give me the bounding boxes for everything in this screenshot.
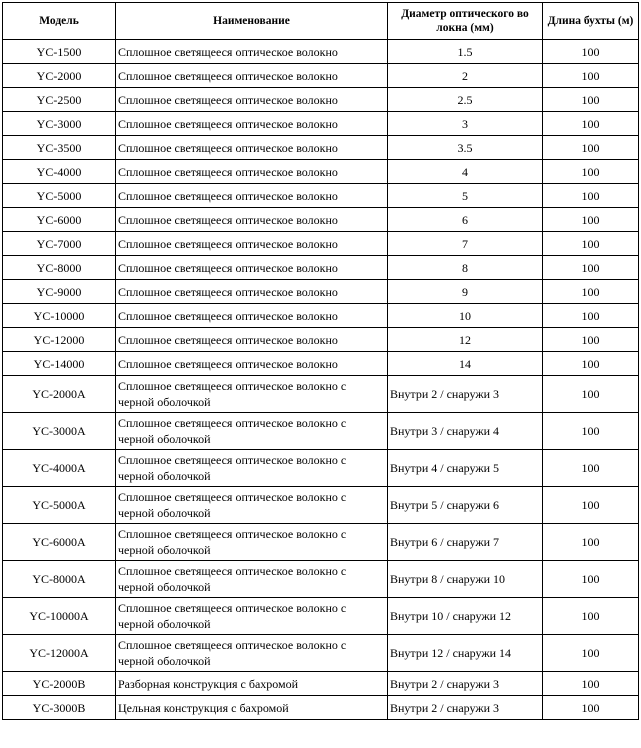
table-row [3, 672, 639, 696]
length-cell: 100 [543, 136, 639, 160]
diameter-cell: Внутри 3 / снаружи 4 [388, 413, 543, 450]
diameter-cell: 1.5 [388, 40, 543, 64]
length-cell: 100 [543, 328, 639, 352]
table-row [3, 208, 639, 232]
table-row [3, 232, 639, 256]
diameter-cell: Внутри 2 / снаружи 3 [388, 376, 543, 413]
length-cell: 100 [543, 352, 639, 376]
table-row [3, 112, 639, 136]
table-header [3, 3, 639, 40]
model-cell: YC-9000 [3, 280, 116, 304]
name-cell: Сплошное светящееся оптическое волокно [116, 112, 388, 136]
length-cell: 100 [543, 304, 639, 328]
diameter-cell: 3 [388, 112, 543, 136]
table-row [3, 598, 639, 635]
model-cell: YC-2000 [3, 64, 116, 88]
diameter-cell: Внутри 2 / снаружи 3 [388, 696, 543, 720]
diameter-cell: 3.5 [388, 136, 543, 160]
name-cell: Разборная конструкция с бахромой [116, 672, 388, 696]
table-row [3, 696, 639, 720]
name-cell: Сплошное светящееся оптическое волокно [116, 64, 388, 88]
model-cell: YC-14000 [3, 352, 116, 376]
name-cell: Сплошное светящееся оптическое волокно [116, 88, 388, 112]
diameter-cell: Внутри 2 / снаружи 3 [388, 672, 543, 696]
model-cell: YC-2000A [3, 376, 116, 413]
length-cell: 100 [543, 672, 639, 696]
name-cell: Сплошное светящееся оптическое волокно [116, 232, 388, 256]
diameter-cell: 2.5 [388, 88, 543, 112]
name-cell: Сплошное светящееся оптическое волокно с черной оболочкой [116, 561, 388, 598]
model-cell: YC-7000 [3, 232, 116, 256]
table-row [3, 40, 639, 64]
table-row [3, 136, 639, 160]
length-cell: 100 [543, 88, 639, 112]
length-cell: 100 [543, 561, 639, 598]
table-row [3, 413, 639, 450]
length-cell: 100 [543, 598, 639, 635]
model-cell: YC-3500 [3, 136, 116, 160]
model-cell: YC-10000 [3, 304, 116, 328]
diameter-cell: 8 [388, 256, 543, 280]
length-cell: 100 [543, 696, 639, 720]
name-cell: Сплошное светящееся оптическое волокно с черной оболочкой [116, 598, 388, 635]
diameter-cell: Внутри 12 / снаружи 14 [388, 635, 543, 672]
table-row [3, 256, 639, 280]
name-cell: Сплошное светящееся оптическое волокно с черной оболочкой [116, 413, 388, 450]
length-cell: 100 [543, 524, 639, 561]
diameter-cell: Внутри 6 / снаружи 7 [388, 524, 543, 561]
model-cell: YC-12000 [3, 328, 116, 352]
name-cell: Сплошное светящееся оптическое волокно [116, 160, 388, 184]
name-cell: Сплошное светящееся оптическое волокно [116, 256, 388, 280]
model-cell: YC-2500 [3, 88, 116, 112]
name-cell: Сплошное светящееся оптическое волокно с черной оболочкой [116, 524, 388, 561]
name-cell: Сплошное светящееся оптическое волокно с черной оболочкой [116, 376, 388, 413]
diameter-cell: 2 [388, 64, 543, 88]
model-cell: YC-12000A [3, 635, 116, 672]
table-row [3, 376, 639, 413]
model-cell: YC-10000A [3, 598, 116, 635]
diameter-cell: Внутри 4 / снаружи 5 [388, 450, 543, 487]
table-row [3, 561, 639, 598]
diameter-cell: 4 [388, 160, 543, 184]
length-cell: 100 [543, 112, 639, 136]
length-cell: 100 [543, 160, 639, 184]
table-row [3, 524, 639, 561]
name-cell: Сплошное светящееся оптическое волокно [116, 328, 388, 352]
name-cell: Сплошное светящееся оптическое волокно [116, 304, 388, 328]
table-row [3, 328, 639, 352]
model-cell: YC-1500 [3, 40, 116, 64]
fiber-spec-table [2, 2, 639, 720]
table-body [3, 40, 639, 720]
table-row [3, 352, 639, 376]
model-cell: YC-2000B [3, 672, 116, 696]
diameter-cell: 9 [388, 280, 543, 304]
model-cell: YC-5000A [3, 487, 116, 524]
model-cell: YC-3000B [3, 696, 116, 720]
header-row [3, 3, 639, 40]
table-row [3, 304, 639, 328]
name-cell: Сплошное светящееся оптическое волокно [116, 352, 388, 376]
table-row [3, 280, 639, 304]
name-cell: Сплошное светящееся оптическое волокно [116, 136, 388, 160]
table-row [3, 184, 639, 208]
diameter-cell: Внутри 5 / снаружи 6 [388, 487, 543, 524]
model-cell: YC-8000 [3, 256, 116, 280]
model-cell: YC-5000 [3, 184, 116, 208]
diameter-cell: 14 [388, 352, 543, 376]
length-cell: 100 [543, 413, 639, 450]
model-cell: YC-3000A [3, 413, 116, 450]
table-row [3, 635, 639, 672]
diameter-cell: 12 [388, 328, 543, 352]
length-cell: 100 [543, 635, 639, 672]
model-cell: YC-6000 [3, 208, 116, 232]
length-cell: 100 [543, 40, 639, 64]
length-cell: 100 [543, 376, 639, 413]
length-cell: 100 [543, 487, 639, 524]
table-row [3, 450, 639, 487]
table-row [3, 160, 639, 184]
header-name: Наименование [116, 3, 388, 40]
length-cell: 100 [543, 184, 639, 208]
table-row [3, 64, 639, 88]
name-cell: Сплошное светящееся оптическое волокно с черной оболочкой [116, 487, 388, 524]
model-cell: YC-8000A [3, 561, 116, 598]
name-cell: Сплошное светящееся оптическое волокно с черной оболочкой [116, 450, 388, 487]
name-cell: Сплошное светящееся оптическое волокно с черной оболочкой [116, 635, 388, 672]
diameter-cell: 7 [388, 232, 543, 256]
name-cell: Сплошное светящееся оптическое волокно [116, 184, 388, 208]
name-cell: Сплошное светящееся оптическое волокно [116, 40, 388, 64]
diameter-cell: 6 [388, 208, 543, 232]
table-row [3, 88, 639, 112]
diameter-cell: Внутри 8 / снаружи 10 [388, 561, 543, 598]
model-cell: YC-4000 [3, 160, 116, 184]
header-length: Длина бухты (м) [543, 3, 639, 40]
length-cell: 100 [543, 256, 639, 280]
name-cell: Сплошное светящееся оптическое волокно [116, 208, 388, 232]
diameter-cell: 10 [388, 304, 543, 328]
model-cell: YC-3000 [3, 112, 116, 136]
length-cell: 100 [543, 64, 639, 88]
header-model: Модель [3, 3, 116, 40]
diameter-cell: 5 [388, 184, 543, 208]
length-cell: 100 [543, 208, 639, 232]
model-cell: YC-4000A [3, 450, 116, 487]
model-cell: YC-6000A [3, 524, 116, 561]
length-cell: 100 [543, 450, 639, 487]
length-cell: 100 [543, 280, 639, 304]
diameter-cell: Внутри 10 / снаружи 12 [388, 598, 543, 635]
name-cell: Сплошное светящееся оптическое волокно [116, 280, 388, 304]
length-cell: 100 [543, 232, 639, 256]
table-row [3, 487, 639, 524]
name-cell: Цельная конструкция с бахромой [116, 696, 388, 720]
header-diameter: Диаметр оптического во локна (мм) [388, 3, 543, 40]
